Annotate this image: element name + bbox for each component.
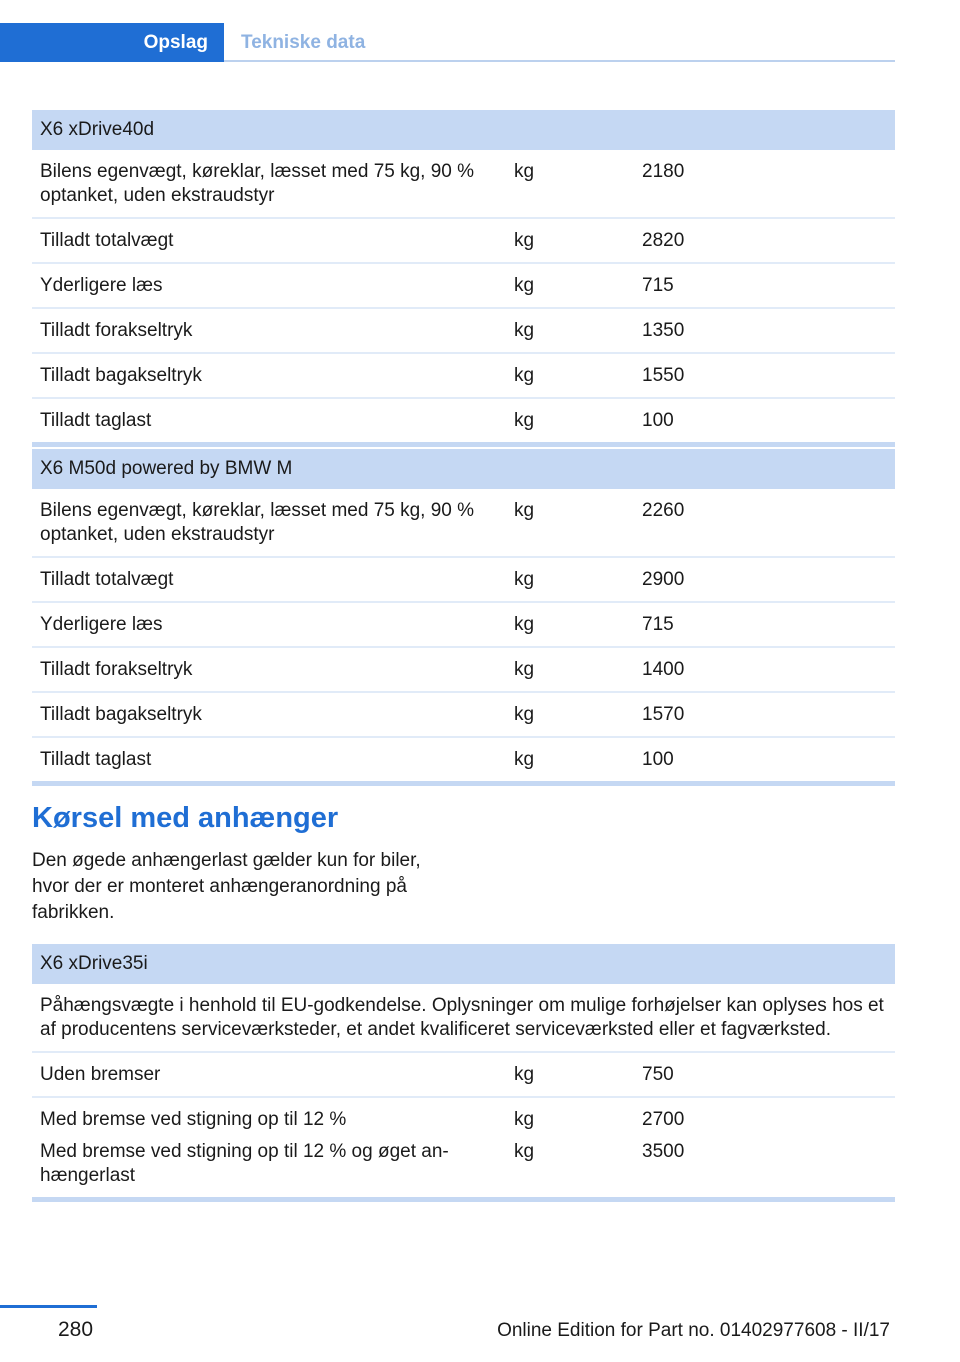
- row-value: 100: [634, 737, 895, 784]
- row-unit: kg: [506, 398, 634, 445]
- row-unit: kg: [506, 218, 634, 263]
- page-number: 280: [58, 1318, 94, 1341]
- section-intro: Den øgede anhængerlast gælder kun for biler, hvor der er monteret anhængeranordning på fabrikken.: [32, 850, 421, 923]
- row-label: Tilladt taglast: [32, 398, 506, 445]
- table-row: [32, 647, 895, 692]
- table-row: [32, 602, 895, 647]
- row-label: Tilladt bagakseltryk: [32, 692, 506, 737]
- row-value: 2260: [634, 489, 895, 557]
- row-label: Bilens egenvægt, køreklar, læsset med 75 kg, 90 % optanket, uden ekstraudstyr: [32, 150, 506, 218]
- row-value: 1550: [634, 353, 895, 398]
- row-unit: kg: [506, 557, 634, 602]
- spec-table-xdrive35i-trailer: [32, 944, 895, 1202]
- row-value: 715: [634, 263, 895, 308]
- section-heading: Kørsel med anhænger: [32, 802, 339, 834]
- table-note: Påhængsvægte i henhold til EU-godkendelse. Oplysninger om mulige forhøjelser kan oplyses hos et af producentens serviceværksteder, et andet kvalificeret serviceværksted eller et fagværksted.: [32, 984, 895, 1052]
- table-row: [32, 1052, 895, 1097]
- table-row: [32, 308, 895, 353]
- row-unit: kg: [506, 1132, 634, 1200]
- spec-table-xdrive40d: [32, 110, 895, 447]
- row-value: 1400: [634, 647, 895, 692]
- row-value: 2180: [634, 150, 895, 218]
- table-row: [32, 1097, 895, 1132]
- table-row: [32, 1132, 895, 1200]
- row-unit: kg: [506, 1052, 634, 1097]
- row-value: 2820: [634, 218, 895, 263]
- table-row: [32, 263, 895, 308]
- row-label: Med bremse ved stigning op til 12 %: [40, 1109, 347, 1130]
- table-row: [32, 557, 895, 602]
- row-unit: kg: [506, 692, 634, 737]
- edition-text: Online Edition for Part no. 01402977608 - II/17: [497, 1320, 890, 1341]
- row-label: Tilladt taglast: [32, 737, 506, 784]
- row-unit: kg: [506, 263, 634, 308]
- table-row: [32, 489, 895, 557]
- table-row: [32, 353, 895, 398]
- row-unit: kg: [506, 150, 634, 218]
- row-unit: kg: [514, 1109, 535, 1130]
- row-label: Tilladt bagakseltryk: [32, 353, 506, 398]
- top-navigation: [0, 23, 895, 62]
- row-value: 2700: [642, 1109, 685, 1130]
- header-divider: [224, 60, 895, 62]
- row-unit: kg: [506, 737, 634, 784]
- row-label: Tilladt totalvægt: [32, 218, 506, 263]
- row-label: Yderligere læs: [32, 263, 506, 308]
- row-unit: kg: [506, 489, 634, 557]
- row-value: 750: [634, 1052, 895, 1097]
- row-value: 3500: [634, 1132, 895, 1200]
- footer-accent-line: [0, 1305, 97, 1308]
- table-row: [32, 692, 895, 737]
- table-row: [32, 150, 895, 218]
- table-title: X6 xDrive35i: [32, 944, 895, 984]
- tab-tekniske-data[interactable]: Tekniske data: [241, 32, 366, 53]
- table-row: [32, 398, 895, 445]
- row-unit: kg: [506, 308, 634, 353]
- row-label: Tilladt forakseltryk: [32, 308, 506, 353]
- row-label: Med bremse ved stigning op til 12 % og øget anhængerlast: [32, 1132, 506, 1200]
- table-title: X6 xDrive40d: [32, 110, 895, 150]
- row-value: 1570: [634, 692, 895, 737]
- table-row: [32, 218, 895, 263]
- tab-opslag[interactable]: Opslag: [0, 23, 224, 62]
- row-value: 1350: [634, 308, 895, 353]
- table-row: [32, 737, 895, 784]
- row-value: 715: [634, 602, 895, 647]
- row-label: Uden bremser: [32, 1052, 506, 1097]
- table-note-row: [32, 984, 895, 1052]
- row-label: Tilladt totalvægt: [32, 557, 506, 602]
- row-value: 100: [634, 398, 895, 445]
- row-value: 2900: [634, 557, 895, 602]
- spec-table-m50d: [32, 449, 895, 786]
- row-unit: kg: [506, 353, 634, 398]
- table-title: X6 M50d powered by BMW M: [32, 449, 895, 489]
- row-label: Tilladt forakseltryk: [32, 647, 506, 692]
- row-label: Yderligere læs: [32, 602, 506, 647]
- row-unit: kg: [506, 647, 634, 692]
- row-unit: kg: [506, 602, 634, 647]
- row-label: Bilens egenvægt, køreklar, læsset med 75 kg, 90 % optanket, uden ekstraudstyr: [32, 489, 506, 557]
